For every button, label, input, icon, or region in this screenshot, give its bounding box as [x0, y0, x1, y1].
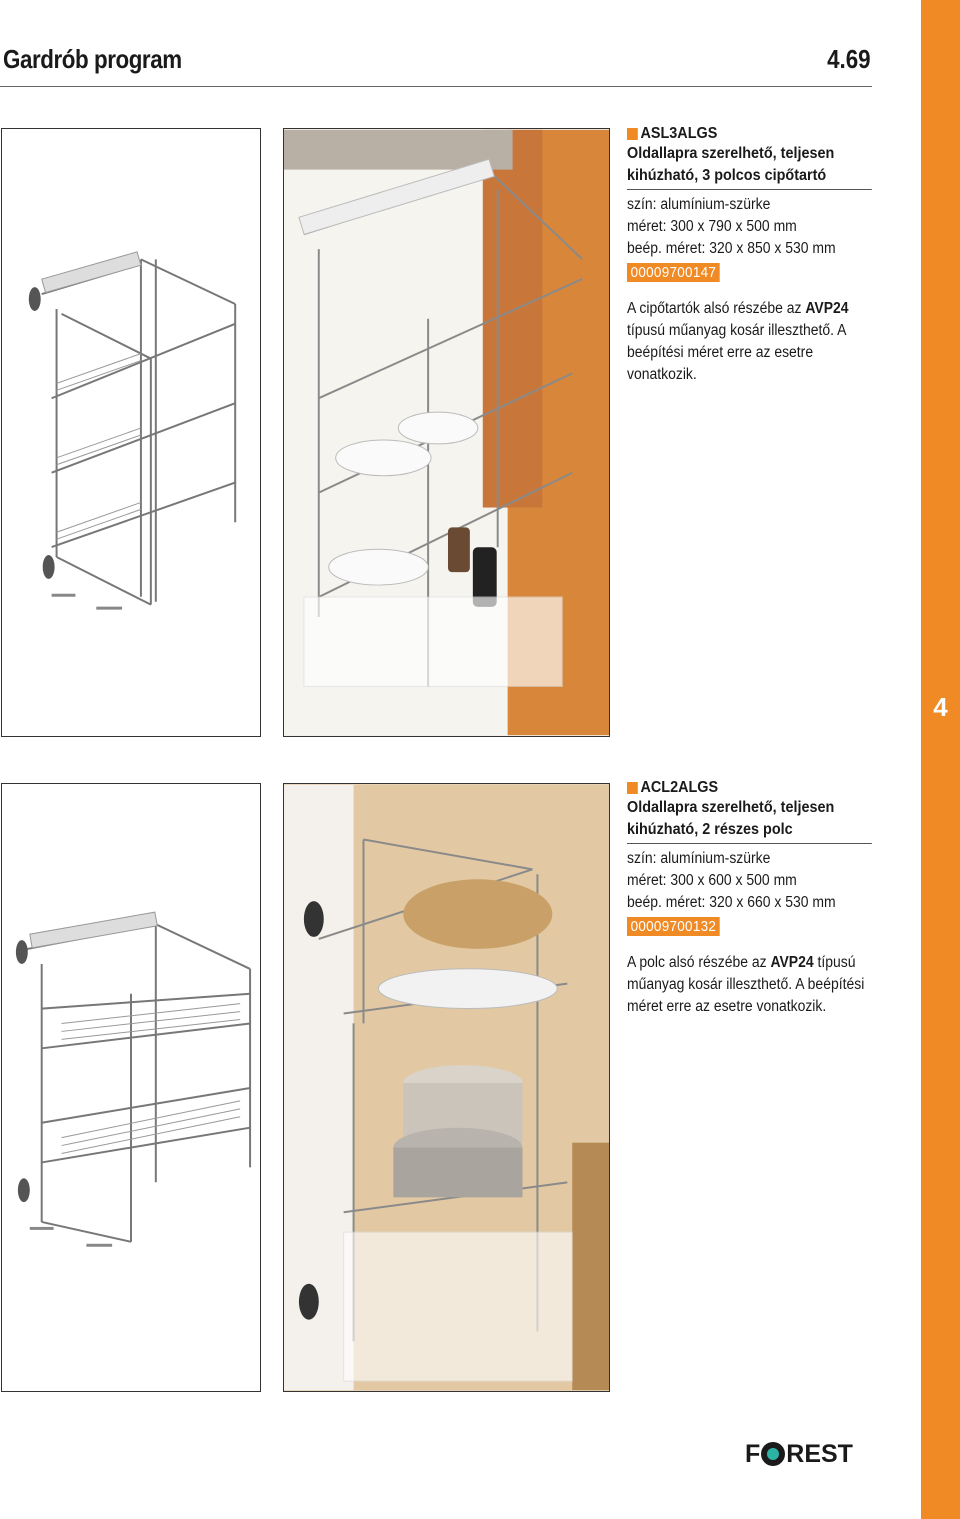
product-code: ASL3ALGS: [640, 125, 718, 142]
product-note: [627, 952, 872, 1018]
side-tab: [921, 0, 960, 1519]
side-tab-number: 4: [933, 692, 948, 722]
product-title: [627, 143, 872, 190]
orange-square-icon: [627, 782, 638, 794]
article-number-badge: 00009700132: [627, 917, 720, 936]
product-install-spec: beép. méret: 320 x 850 x 530 mm: [627, 240, 836, 257]
product-code: ACL2ALGS: [640, 779, 719, 796]
product-title-line1: Oldallapra szerelhető, teljesen: [627, 145, 835, 162]
product-image-asl3algs-photo: [283, 128, 610, 737]
product-title: [627, 797, 872, 844]
header-divider: [0, 86, 872, 87]
note-text-bold: AVP24: [805, 300, 849, 317]
page-title: Gardrób program: [3, 44, 182, 74]
product-title-line2: kihúzható, 3 polcos cipőtartó: [627, 167, 827, 184]
article-number-badge: 00009700147: [627, 263, 720, 282]
logo-text-right: REST: [786, 1439, 853, 1468]
note-text-pre: A polc alsó részébe az: [627, 954, 771, 971]
product-block-asl3algs: [627, 125, 872, 386]
product-install-spec: beép. méret: 320 x 660 x 530 mm: [627, 894, 836, 911]
orange-square-icon: [627, 128, 638, 140]
shelf-rack-illustration: [2, 784, 260, 1391]
logo-o-icon: [761, 1442, 785, 1466]
shoe-rack-photo-illustration: [284, 129, 609, 736]
product-code-line: [627, 125, 848, 143]
product-code-line: [627, 779, 848, 797]
product-note: [627, 298, 872, 386]
note-text-post: típusú műanyag kosár illeszthető. A beépítési méret erre az esetre vonatkozik.: [627, 322, 846, 383]
product-block-acl2algs: [627, 779, 872, 1018]
product-color-spec: szín: alumínium-szürke: [627, 196, 771, 213]
logo-text-left: F: [745, 1439, 761, 1468]
product-color-spec: szín: alumínium-szürke: [627, 850, 771, 867]
shoe-rack-illustration: [2, 129, 260, 736]
product-size-spec: méret: 300 x 600 x 500 mm: [627, 872, 797, 889]
product-image-asl3algs-rack: [1, 128, 261, 737]
product-title-line2: kihúzható, 2 részes polc: [627, 821, 793, 838]
note-text-bold: AVP24: [770, 954, 814, 971]
forest-logo: [745, 1440, 873, 1468]
product-image-acl2algs-rack: [1, 783, 261, 1392]
note-text-pre: A cipőtartók alsó részébe az: [627, 300, 806, 317]
product-image-acl2algs-photo: [283, 783, 610, 1392]
page-number: 4.69: [827, 44, 871, 74]
shelf-photo-illustration: [284, 784, 609, 1391]
note-text-post: típusú műanyag kosár illeszthető. A beépítési méret erre az esetre vonatkozik.: [627, 954, 865, 1015]
product-size-spec: méret: 300 x 790 x 500 mm: [627, 218, 797, 235]
product-title-line1: Oldallapra szerelhető, teljesen: [627, 799, 835, 816]
